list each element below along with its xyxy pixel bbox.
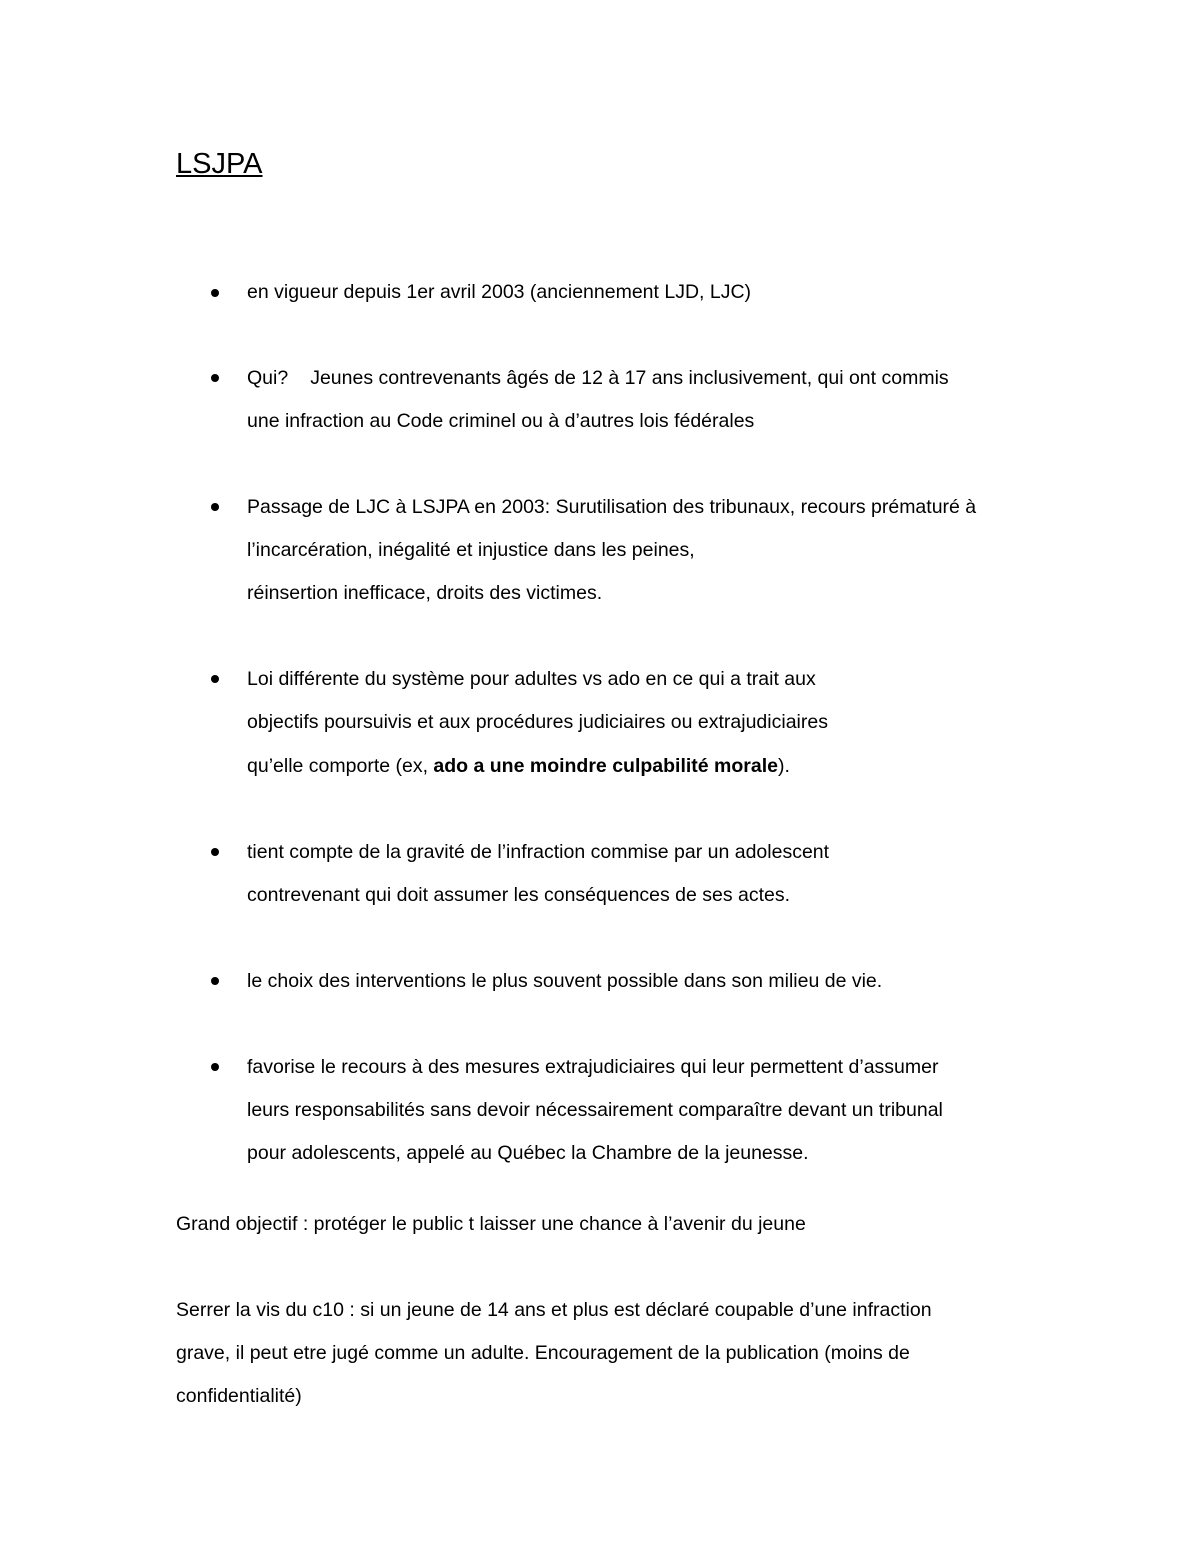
list-item-text: le choix des interventions le plus souvent possible dans son milieu de vie. xyxy=(247,970,883,992)
grand-objectif-paragraph: Grand objectif : protéger le public t laisser une chance à l’avenir du jeune xyxy=(176,1213,806,1235)
bullet-icon xyxy=(211,289,219,297)
page-title: LSJPA xyxy=(176,148,263,180)
list-item-text xyxy=(247,366,949,390)
list-item-text: tient compte de la gravité de l’infraction commise par un adolescent xyxy=(247,841,830,863)
list-item-prefix: qu’elle comporte (ex, xyxy=(247,755,434,777)
bullet-icon xyxy=(211,977,219,985)
list-item-text: leurs responsabilités sans devoir nécessairement comparaître devant un tribunal xyxy=(247,1099,943,1121)
emphasis-text: ado a une moindre culpabilité morale xyxy=(433,755,778,777)
list-item-text: pour adolescents, appelé au Québec la Chambre de la jeunesse. xyxy=(247,1142,809,1164)
list-item-text: favorise le recours à des mesures extrajudiciaires qui leur permettent d’assumer xyxy=(247,1056,939,1078)
list-item-text: objectifs poursuivis et aux procédures judiciaires ou extrajudiciaires xyxy=(247,711,828,733)
bullet-icon xyxy=(211,374,219,382)
list-item-text: en vigueur depuis 1er avril 2003 (anciennement LJD, LJC) xyxy=(247,281,752,303)
paragraph-line: Serrer la vis du c10 : si un jeune de 14 ans et plus est déclaré coupable d’une infraction xyxy=(176,1299,932,1321)
list-item-text: une infraction au Code criminel ou à d’autres lois fédérales xyxy=(247,410,755,432)
list-item-suffix: ). xyxy=(778,755,790,777)
list-item-label: Qui? xyxy=(247,367,289,389)
list-item-text: contrevenant qui doit assumer les conséquences de ses actes. xyxy=(247,884,791,906)
bullet-icon xyxy=(211,503,219,511)
bullet-icon xyxy=(211,848,219,856)
list-item-text: réinsertion inefficace, droits des victimes. xyxy=(247,582,603,604)
list-item-text xyxy=(247,754,790,778)
list-item-line: Jeunes contrevenants âgés de 12 à 17 ans inclusivement, qui ont commis xyxy=(310,367,949,389)
list-item-text: l’incarcération, inégalité et injustice dans les peines, xyxy=(247,539,695,561)
paragraph-line: confidentialité) xyxy=(176,1385,302,1407)
list-item-text: Passage de LJC à LSJPA en 2003: Surutilisation des tribunaux, recours prématuré à xyxy=(247,496,977,518)
paragraph-line: grave, il peut etre jugé comme un adulte. Encouragement de la publication (moins de xyxy=(176,1342,910,1364)
bullet-icon xyxy=(211,1063,219,1071)
bullet-icon xyxy=(211,675,219,683)
list-item-text: Loi différente du système pour adultes vs ado en ce qui a trait aux xyxy=(247,668,816,690)
